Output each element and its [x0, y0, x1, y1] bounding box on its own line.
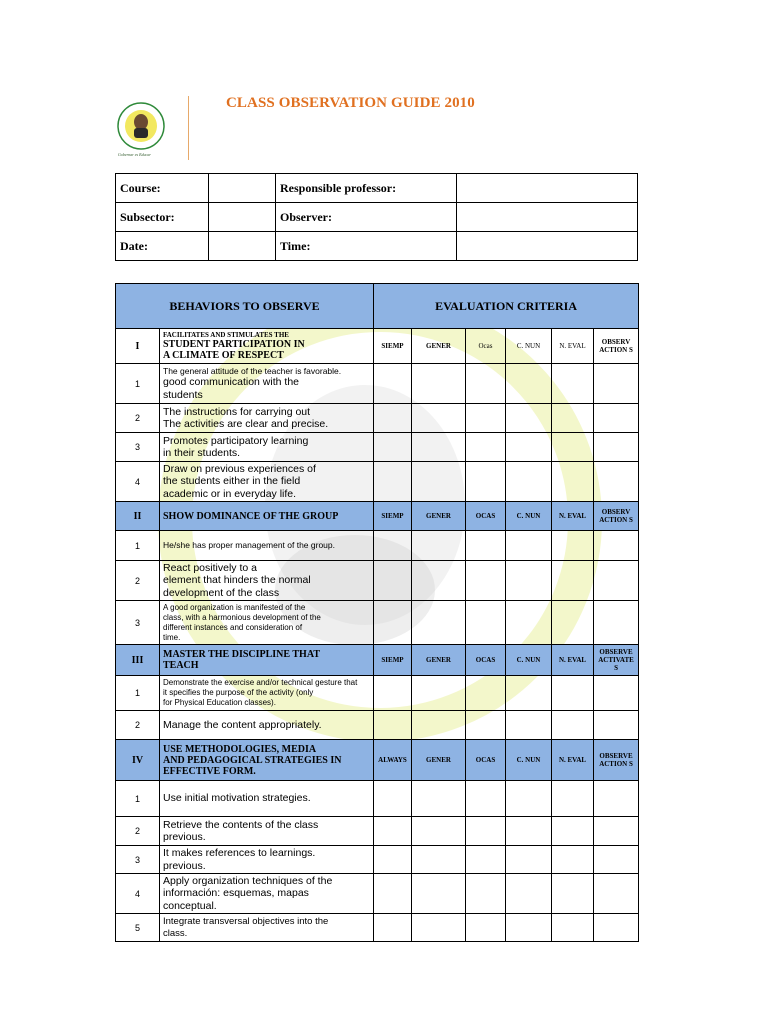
item-text-line: the students either in the field [163, 475, 301, 488]
rating-cell[interactable] [552, 781, 594, 817]
section-title [160, 329, 374, 364]
criterion-label: N. EVAL [552, 645, 594, 676]
item-description: Manage the content appropriately. [160, 711, 374, 740]
observer-field[interactable] [457, 203, 638, 232]
rating-cell[interactable] [412, 781, 466, 817]
rating-cell[interactable] [466, 781, 506, 817]
rating-cell[interactable] [594, 846, 639, 874]
item-number: 2 [116, 404, 160, 433]
item-text-line: academic or in everyday life. [163, 487, 297, 500]
item-number: 3 [116, 601, 160, 645]
table-row [116, 711, 639, 740]
item-text-line: different instances and consideration of [163, 622, 303, 632]
rating-cell[interactable] [506, 364, 552, 404]
item-number: 2 [116, 561, 160, 601]
criterion-label: GENER [412, 740, 466, 781]
observer-label: Observer: [276, 203, 457, 232]
rating-cell[interactable] [506, 676, 552, 711]
rating-cell[interactable] [412, 404, 466, 433]
item-description [160, 914, 374, 942]
section-title-line: USE METHODOLOGIES, MEDIA [163, 743, 317, 755]
section-title: SHOW DOMINANCE OF THE GROUP [160, 502, 374, 531]
table-row [116, 846, 639, 874]
rating-cell[interactable] [412, 676, 466, 711]
section-title [160, 740, 374, 781]
section-row [116, 502, 639, 531]
item-text-line: element that hinders the normal [163, 574, 311, 587]
item-description [160, 404, 374, 433]
item-text-line: Integrate transversal objectives into the [163, 916, 329, 927]
criterion-label: C. NUN [506, 502, 552, 531]
criterion-label: OBSERVE ACTIVATE S [594, 645, 639, 676]
item-text-line: previous. [163, 859, 206, 872]
item-text-line: good communication with the [163, 376, 299, 388]
rating-cell[interactable] [374, 711, 412, 740]
professor-field[interactable] [457, 174, 638, 203]
rating-cell[interactable] [594, 817, 639, 846]
rating-cell[interactable] [594, 914, 639, 942]
rating-cell[interactable] [412, 711, 466, 740]
rating-cell[interactable] [466, 676, 506, 711]
subsector-field[interactable] [209, 203, 276, 232]
rating-cell[interactable] [594, 601, 639, 645]
item-description [160, 817, 374, 846]
item-text-line: time. [163, 632, 181, 642]
item-description [160, 433, 374, 462]
table-row [116, 561, 639, 601]
rating-cell[interactable] [374, 561, 412, 601]
rating-cell[interactable] [412, 601, 466, 645]
rating-cell[interactable] [374, 601, 412, 645]
item-number: 2 [116, 711, 160, 740]
rating-cell[interactable] [412, 462, 466, 502]
item-number: 3 [116, 433, 160, 462]
rating-cell[interactable] [594, 676, 639, 711]
criterion-label: GENER [412, 502, 466, 531]
item-text-line: Demonstrate the exercise and/or technical gesture that [163, 678, 358, 687]
rating-cell[interactable] [466, 364, 506, 404]
item-number: 1 [116, 364, 160, 404]
item-description [160, 846, 374, 874]
item-text-line: The instructions for carrying out [163, 405, 311, 418]
criterion-label: N. EVAL [552, 502, 594, 531]
rating-cell[interactable] [506, 433, 552, 462]
rating-cell[interactable] [466, 433, 506, 462]
rating-cell[interactable] [374, 462, 412, 502]
rating-cell[interactable] [506, 711, 552, 740]
item-number: 4 [116, 874, 160, 914]
item-text-line: class, with a harmonious development of the [163, 612, 321, 622]
rating-cell[interactable] [594, 781, 639, 817]
rating-cell[interactable] [552, 874, 594, 914]
item-description [160, 874, 374, 914]
criterion-label: OBSERVE ACTION S [594, 740, 639, 781]
rating-cell[interactable] [412, 914, 466, 942]
item-number: 2 [116, 817, 160, 846]
time-field[interactable] [457, 232, 638, 261]
table-row [116, 914, 639, 942]
item-text-line: Apply organization techniques of the [163, 874, 333, 887]
section-number: II [116, 502, 160, 531]
rating-cell[interactable] [466, 404, 506, 433]
rating-cell[interactable] [466, 531, 506, 561]
criterion-label: SIEMP [374, 329, 412, 364]
municipality-logo [116, 96, 188, 160]
section-title-line: A CLIMATE OF RESPECT [163, 350, 284, 361]
rating-cell[interactable] [552, 676, 594, 711]
section-title-line: STUDENT PARTICIPATION IN [163, 339, 305, 350]
rating-cell[interactable] [506, 531, 552, 561]
criterion-label: N. EVAL [552, 329, 594, 364]
rating-cell[interactable] [466, 817, 506, 846]
item-description [160, 676, 374, 711]
time-label: Time: [276, 232, 457, 261]
subsector-label: Subsector: [116, 203, 209, 232]
section-row [116, 645, 639, 676]
rating-cell[interactable] [594, 462, 639, 502]
rating-cell[interactable] [594, 433, 639, 462]
section-title-line: EFFECTIVE FORM. [163, 765, 256, 777]
course-label: Course: [116, 174, 209, 203]
rating-cell[interactable] [412, 817, 466, 846]
rating-cell[interactable] [374, 846, 412, 874]
page-title: CLASS OBSERVATION GUIDE 2010 [226, 95, 475, 111]
item-number: 3 [116, 846, 160, 874]
rating-cell[interactable] [506, 874, 552, 914]
rating-cell[interactable] [466, 874, 506, 914]
criterion-label: OBSERV ACTION S [594, 502, 639, 531]
criterion-label: OCAS [466, 740, 506, 781]
rating-cell[interactable] [594, 711, 639, 740]
section-title-line: TEACH [163, 660, 199, 671]
item-text-line: development of the class [163, 586, 280, 599]
rating-cell[interactable] [374, 874, 412, 914]
rating-cell[interactable] [506, 846, 552, 874]
criterion-label: OBSERV ACTION S [594, 329, 639, 364]
rating-cell[interactable] [552, 846, 594, 874]
item-text-line: It makes references to learnings. [163, 847, 316, 859]
rating-cell[interactable] [552, 433, 594, 462]
section-title [160, 645, 374, 676]
rating-cell[interactable] [594, 531, 639, 561]
item-text-line: conceptual. [163, 899, 217, 912]
rating-cell[interactable] [374, 404, 412, 433]
criterion-label: ALWAYS [374, 740, 412, 781]
item-text-line: in their students. [163, 447, 241, 459]
rating-cell[interactable] [374, 914, 412, 942]
item-number: 1 [116, 781, 160, 817]
item-text-line: Retrieve the contents of the class [163, 818, 319, 831]
table-row [116, 874, 639, 914]
criterion-label: C. NUN [506, 645, 552, 676]
rating-cell[interactable] [506, 561, 552, 601]
rating-cell[interactable] [412, 561, 466, 601]
date-label: Date: [116, 232, 209, 261]
item-description [160, 601, 374, 645]
rating-cell[interactable] [412, 364, 466, 404]
item-number: 5 [116, 914, 160, 942]
section-row [116, 329, 639, 364]
criterion-label: SIEMP [374, 502, 412, 531]
table-row [116, 601, 639, 645]
table-row [116, 531, 639, 561]
item-description [160, 364, 374, 404]
criterion-label: SIEMP [374, 645, 412, 676]
item-number: 4 [116, 462, 160, 502]
rating-cell[interactable] [552, 404, 594, 433]
item-description [160, 462, 374, 502]
rating-cell[interactable] [552, 531, 594, 561]
rating-cell[interactable] [412, 433, 466, 462]
rating-cell[interactable] [466, 561, 506, 601]
rating-cell[interactable] [506, 462, 552, 502]
rating-cell[interactable] [412, 874, 466, 914]
criterion-label: C. NUN [506, 329, 552, 364]
professor-label: Responsible professor: [276, 174, 457, 203]
section-title-line: AND PEDAGOGICAL STRATEGIES IN [163, 754, 342, 766]
rating-cell[interactable] [506, 817, 552, 846]
item-number: 1 [116, 531, 160, 561]
logo-frame [180, 96, 189, 160]
item-text-line: for Physical Education classes). [163, 698, 276, 707]
criterion-label: GENER [412, 645, 466, 676]
rating-cell[interactable] [552, 364, 594, 404]
section-title-line: FACILITATES AND STIMULATES THE [163, 331, 289, 339]
item-text-line: students [163, 388, 203, 401]
table-row [116, 433, 639, 462]
rating-cell[interactable] [466, 846, 506, 874]
rating-cell[interactable] [506, 404, 552, 433]
info-table [115, 173, 638, 261]
table-row [116, 676, 639, 711]
criterion-label: Ocas [466, 329, 506, 364]
criterion-label: OCAS [466, 645, 506, 676]
item-description [160, 561, 374, 601]
logo-slogan: Gobernar es Educar [118, 152, 151, 157]
course-field[interactable] [209, 174, 276, 203]
table-row [116, 364, 639, 404]
section-number: III [116, 645, 160, 676]
item-description: Use initial motivation strategies. [160, 781, 374, 817]
section-number: I [116, 329, 160, 364]
rating-cell[interactable] [506, 601, 552, 645]
item-text-line: Promotes participatory learning [163, 434, 309, 447]
rating-cell[interactable] [412, 846, 466, 874]
section-number: IV [116, 740, 160, 781]
item-text-line: The activities are clear and precise. [163, 418, 329, 430]
item-text-line: class. [163, 927, 188, 939]
rating-cell[interactable] [374, 433, 412, 462]
item-number: 1 [116, 676, 160, 711]
rating-cell[interactable] [594, 364, 639, 404]
date-field[interactable] [209, 232, 276, 261]
item-text-line: it specifies the purpose of the activity (only [163, 688, 314, 697]
item-description: He/she has proper management of the group. [160, 531, 374, 561]
rating-cell[interactable] [374, 781, 412, 817]
item-text-line: The general attitude of the teacher is favorable. [163, 366, 342, 376]
rating-cell[interactable] [506, 781, 552, 817]
rating-cell[interactable] [594, 404, 639, 433]
item-text-line: A good organization is manifested of the [163, 602, 306, 612]
rating-cell[interactable] [506, 914, 552, 942]
rating-cell[interactable] [374, 364, 412, 404]
criterion-label: N. EVAL [552, 740, 594, 781]
item-text-line: información: esquemas, mapas [163, 887, 309, 900]
observation-table [115, 283, 639, 942]
section-row [116, 740, 639, 781]
criterion-label: OCAS [466, 502, 506, 531]
section-title-line: MASTER THE DISCIPLINE THAT [163, 649, 320, 660]
rating-cell[interactable] [374, 676, 412, 711]
rating-cell[interactable] [412, 531, 466, 561]
rating-cell[interactable] [552, 817, 594, 846]
item-text-line: previous. [163, 831, 206, 843]
item-text-line: Draw on previous experiences of [163, 462, 316, 475]
rating-cell[interactable] [374, 531, 412, 561]
rating-cell[interactable] [594, 561, 639, 601]
table-row [116, 817, 639, 846]
rating-cell[interactable] [552, 462, 594, 502]
rating-cell[interactable] [466, 601, 506, 645]
table-row [116, 462, 639, 502]
rating-cell[interactable] [466, 914, 506, 942]
item-text-line: React positively to a [163, 561, 257, 574]
rating-cell[interactable] [466, 711, 506, 740]
behaviors-header: BEHAVIORS TO OBSERVE [116, 284, 374, 329]
rating-cell[interactable] [466, 462, 506, 502]
criterion-label: C. NUN [506, 740, 552, 781]
rating-cell[interactable] [552, 914, 594, 942]
table-row [116, 404, 639, 433]
rating-cell[interactable] [552, 711, 594, 740]
table-row [116, 781, 639, 817]
rating-cell[interactable] [552, 561, 594, 601]
rating-cell[interactable] [552, 601, 594, 645]
rating-cell[interactable] [594, 874, 639, 914]
criterion-label: GENER [412, 329, 466, 364]
rating-cell[interactable] [374, 817, 412, 846]
criteria-header: EVALUATION CRITERIA [374, 284, 639, 329]
